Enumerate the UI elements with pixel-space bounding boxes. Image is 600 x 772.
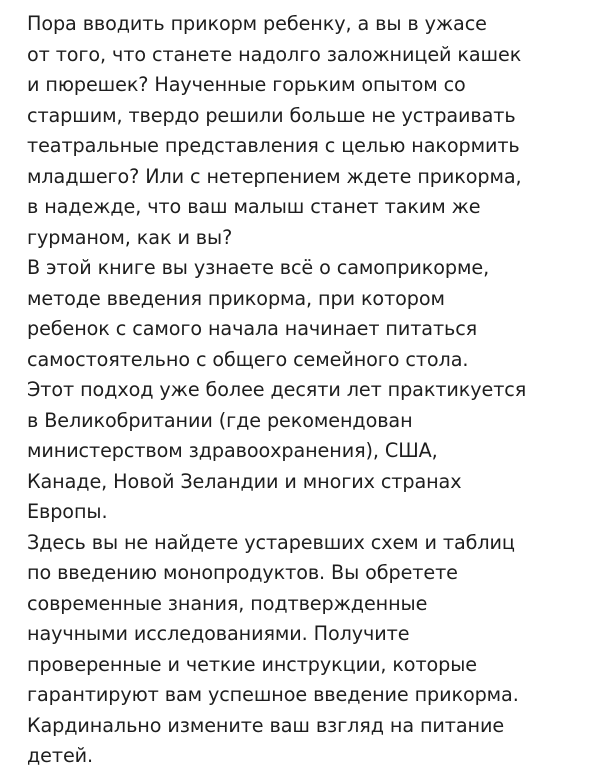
paragraph-approach: [27, 375, 597, 528]
text-line: Кардинально измените ваш взгляд на питание: [27, 713, 505, 737]
text-line: младшего? Или с нетерпением ждете прикорма,: [27, 164, 522, 188]
paragraph-benefits: [27, 528, 597, 772]
text-line: Европы.: [27, 500, 108, 523]
text-line: Канаде, Новой Зеландии и многих странах: [27, 469, 462, 493]
text-line: научными исследованиями. Получите: [27, 622, 410, 645]
text-line: министерством здравоохранения), США,: [27, 439, 438, 462]
text-line: Здесь вы не найдете устаревших схем и таблиц: [27, 530, 515, 554]
text-line: гурманом, как и вы?: [27, 225, 233, 249]
text-line: Этот подход уже более десяти лет практикуется: [27, 378, 527, 401]
text-line: В этой книге вы узнаете всё о самоприкорме,: [27, 256, 490, 279]
text-line: в надежде, что ваш малыш станет таким же: [27, 195, 481, 218]
text-line: методе введения прикорма, при котором: [27, 286, 445, 310]
text-line: детей.: [27, 744, 94, 767]
text-line: старшим, твердо решили больше не устраивать: [27, 103, 516, 127]
paragraph-about-book: [27, 253, 597, 375]
text-line: гарантируют вам успешное введение прикорма.: [27, 683, 519, 706]
text-line: Пора вводить прикорм ребенку, а вы в ужасе: [27, 12, 487, 35]
text-line: по введению монопродуктов. Вы обретете: [27, 561, 458, 584]
text-line: и пюрешек? Наученные горьким опытом со: [27, 73, 466, 96]
text-line: от того, что станете надолго заложницей кашек: [27, 42, 522, 66]
text-line: самостоятельно с общего семейного стола.: [27, 347, 469, 371]
text-line: современные знания, подтвержденные: [27, 591, 428, 615]
text-line: ребенок с самого начала начинает питаться: [27, 317, 478, 340]
text-line: театральные представления с целью накормить: [27, 134, 520, 157]
text-line: проверенные и четкие инструкции, которые: [27, 652, 477, 676]
book-description: [27, 9, 597, 772]
paragraph-intro: [27, 9, 597, 253]
text-line: в Великобритании (где рекомендован: [27, 408, 413, 432]
